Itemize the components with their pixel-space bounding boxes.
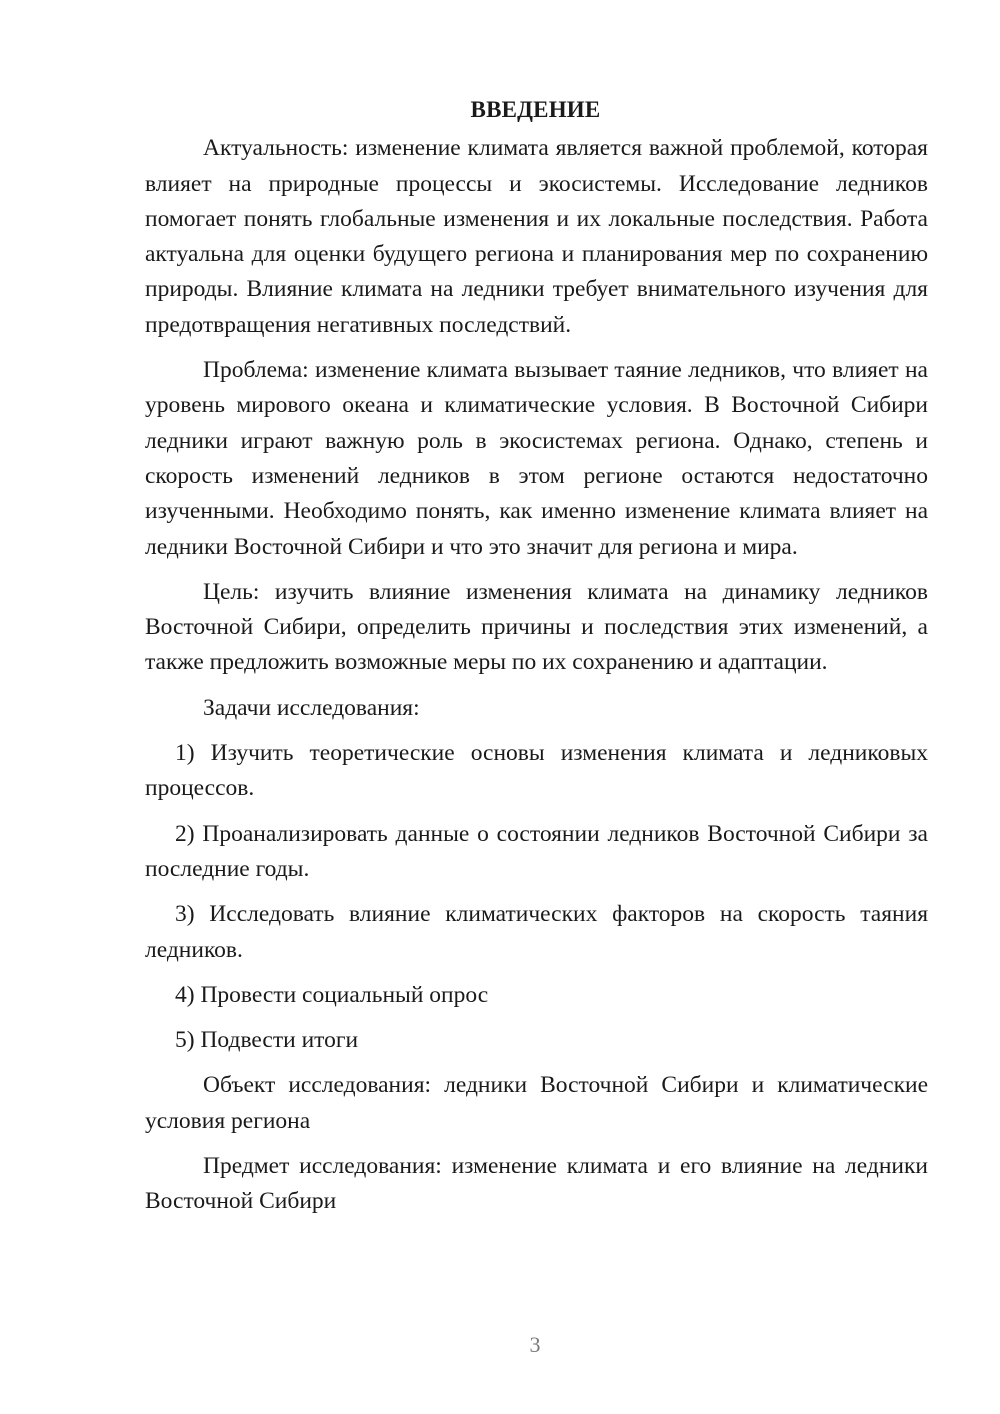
task-item-5: 5) Подвести итоги xyxy=(175,1027,359,1054)
section-heading: ВВЕДЕНИЕ xyxy=(470,97,601,122)
page-number: 3 xyxy=(529,1332,541,1357)
object-paragraph: Объект исследования: ледники Восточной Сибири и климатические условия региона xyxy=(145,1072,928,1134)
task-item-1: 1) Изучить теоретические основы изменения климата и ледниковых процессов. xyxy=(145,740,928,802)
goal-paragraph: Цель: изучить влияние изменения климата на динамику ледников Восточной Сибири, определить причины и последствия этих изменений, а также предложить возможные меры по их сохранению и адаптации. xyxy=(145,578,928,676)
problem-paragraph: Проблема: изменение климата вызывает таяние ледников, что влияет на уровень мирового океана и климатические условия. В Восточной Сибири ледники играют важную роль в экосистемах региона. Однако, степень и скорость изменений ледников в этом регионе остаются недостаточно изученными. Необходимо понять, как именно изменение климата влияет на ледники Восточной Сибири и что это значит для региона и мира. xyxy=(145,357,928,560)
page-content xyxy=(145,92,928,1230)
task-item-3: 3) Исследовать влияние климатических факторов на скорость таяния ледников. xyxy=(145,901,928,963)
relevance-paragraph: Актуальность: изменение климата является важной проблемой, которая влияет на природные процессы и экосистемы. Исследование ледников помогает понять глобальные изменения и их локальные последствия. Работа актуальна для оценки будущего региона и планирования мер по сохранению природы. Влияние климата на ледники требует внимательного изучения для предотвращения негативных последствий. xyxy=(145,135,928,338)
subject-paragraph: Предмет исследования: изменение климата и его влияние на ледники Восточной Сибири xyxy=(145,1153,928,1215)
task-item-2: 2) Проанализировать данные о состоянии ледников Восточной Сибири за последние годы. xyxy=(145,820,928,882)
task-item-4: 4) Провести социальный опрос xyxy=(175,981,489,1008)
tasks-label: Задачи исследования: xyxy=(203,694,420,721)
